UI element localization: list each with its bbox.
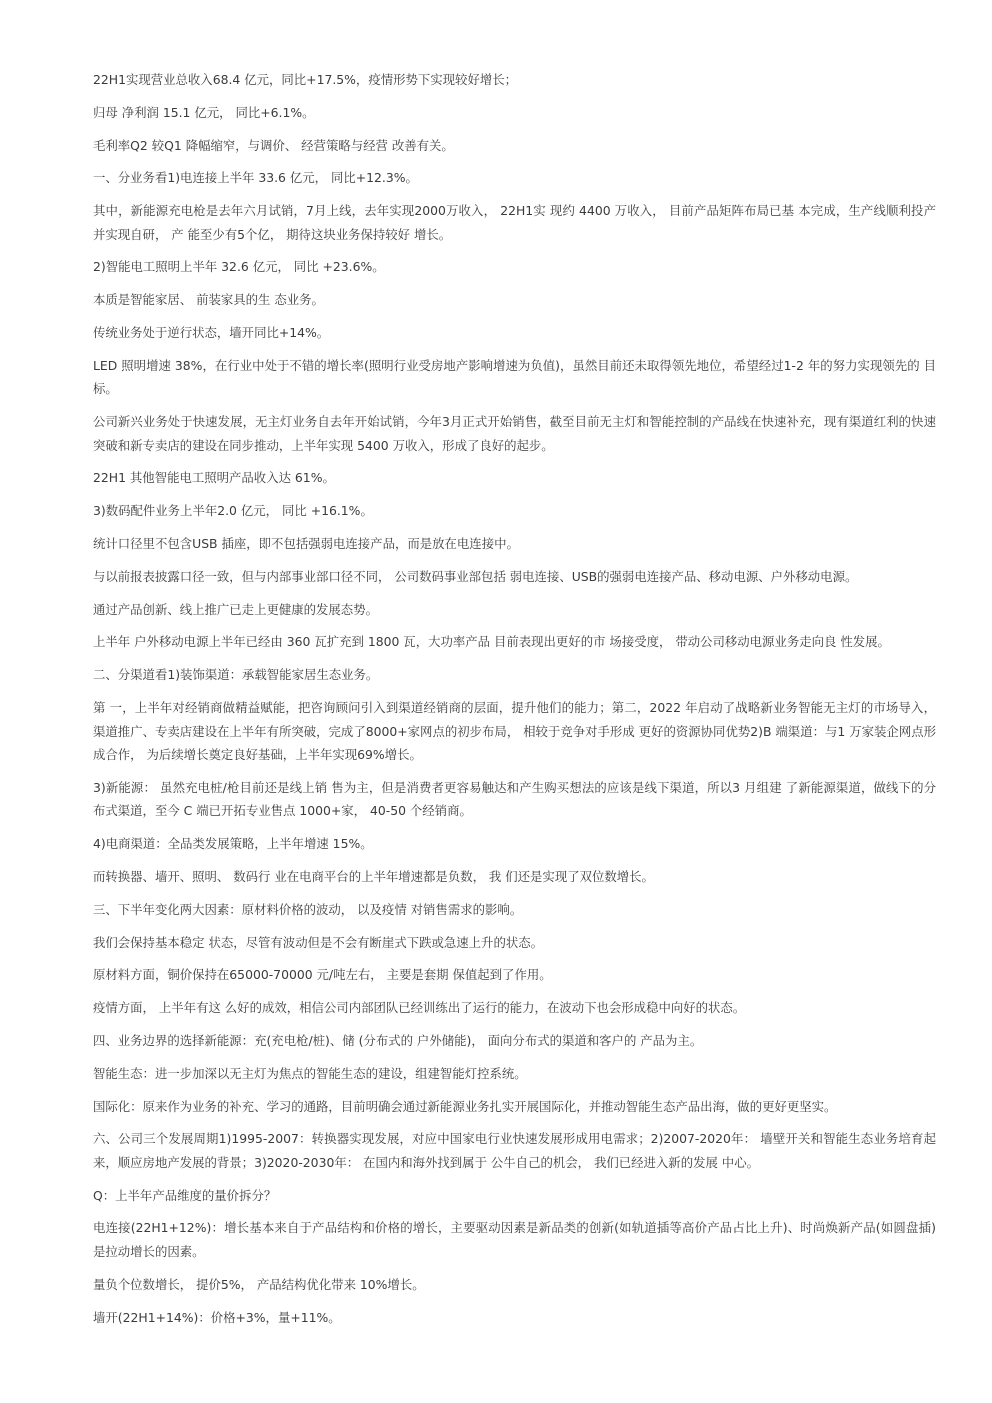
paragraph: 通过产品创新、线上推广已走上更健康的发展态势。 (93, 601, 378, 617)
paragraph: 原材料方面，铜价保持在65000-70000 元/吨左右， 主要是套期 保值起到了作用。 (93, 967, 552, 983)
paragraph: 上半年 户外移动电源上半年已经由 360 瓦扩充到 1800 瓦，大功率产品 目前表现出更好的市 场接受度， 带动公司移动电源业务走向良 性发展。 (93, 634, 890, 650)
paragraph: 22H1实现营业总收入68.4 亿元，同比+17.5%，疫情形势下实现较好增长； (93, 72, 518, 87)
paragraph: 三、下半年变化两大因素：原材料价格的波动， 以及疫情 对销售需求的影响。 (93, 901, 523, 917)
paragraph: 归母 净利润 15.1 亿元， 同比+6.1%。 (93, 104, 315, 120)
paragraph: 国际化：原来作为业务的补充、学习的通路，目前明确会通过新能源业务扎实开展国际化，并推动智能生态产品出海，做的更好更坚实。 (93, 1098, 837, 1114)
paragraph: 我们会保持基本稳定 状态，尽管有波动但是不会有断崖式下跌或急速上升的状态。 (93, 934, 544, 950)
paragraph: 22H1 其他智能电工照明产品收入达 61%。 (93, 470, 335, 486)
paragraph: 四、业务边界的选择新能源：充(充电枪/桩)、储 (分布式的 户外储能)， 面向分布式的渠道和客户的 产品为主。 (93, 1032, 703, 1048)
paragraph: 墙开(22H1+14%)：价格+3%，量+11%。 (93, 1309, 341, 1325)
paragraph: 3)新能源： 虽然充电桩/枪目前还是线上销 售为主，但是消费者更容易触达和产生购买想法的应该是线下渠道，所以3 月组建 了新能源渠道，做线下的分布式渠道，至今 C 端已开拓专业售点 1000+家， 40-50 个经销商。 (93, 779, 936, 819)
paragraph: 4)电商渠道：全品类发展策略，上半年增速 15%。 (93, 836, 373, 852)
paragraph: 本质是智能家居、 前装家具的生 态业务。 (93, 292, 324, 308)
paragraph: 疫情方面， 上半年有这 么好的成效，相信公司内部团队已经训练出了运行的能力，在波动下也会形成稳中向好的状态。 (93, 1000, 746, 1016)
paragraph: 2)智能电工照明上半年 32.6 亿元， 同比 +23.6%。 (93, 259, 385, 275)
paragraph: 传统业务处于逆行状态，墙开同比+14%。 (93, 325, 330, 341)
paragraph: 公司新兴业务处于快速发展，无主灯业务自去年开始试销，今年3月正式开始销售，截至目前无主灯和智能控制的产品线在快速补充，现有渠道红利的快速突破和新专卖店的建设在同步推动，上半年实现 5400 万收入，形成了良好的起步。 (93, 414, 936, 453)
paragraph: 电连接(22H1+12%)：增长基本来自于产品结构和价格的增长，主要驱动因素是新品类的创新(如轨道插等高价产品占比上升)、时尚焕新产品(如圆盘插)是拉动增长的因素。 (93, 1220, 936, 1259)
paragraph: Q：上半年产品维度的量价拆分？ (93, 1187, 277, 1203)
paragraph: 其中，新能源充电枪是去年六月试销，7月上线，去年实现2000万收入， 22H1实 现约 4400 万收入， 目前产品矩阵布局已基 本完成，生产线顺利投产并实现自研， 产 能至少有5个亿， 期待这块业务保持较好 增长。 (93, 203, 936, 242)
paragraph: 与以前报表披露口径一致，但与内部事业部口径不同， 公司数码事业部包括 弱电连接、USB的强弱电连接产品、移动电源、户外移动电源。 (93, 568, 858, 584)
paragraph: 六、公司三个发展周期1)1995-2007：转换器实现发展，对应中国家电行业快速发展形成用电需求；2)2007-2020年： 墙壁开关和智能生态业务培育起来，顺应房地产发展的背景；3)2020-2030年： 在国内和海外找到属于 公牛自己的机会， 我们已经进入新的发展 中心。 (93, 1131, 936, 1170)
paragraph: 3)数码配件业务上半年2.0 亿元， 同比 +16.1%。 (93, 503, 373, 519)
paragraph: 一、分业务看1)电连接上半年 33.6 亿元， 同比+12.3%。 (93, 170, 418, 186)
paragraph: 而转换器、墙开、照明、 数码行 业在电商平台的上半年增速都是负数， 我 们还是实现了双位数增长。 (93, 868, 654, 884)
paragraph: 统计口径里不包含USB 插座，即不包括强弱电连接产品，而是放在电连接中。 (93, 536, 519, 552)
paragraph: 智能生态：进一步加深以无主灯为焦点的智能生态的建设，组建智能灯控系统。 (93, 1065, 527, 1081)
paragraph: LED 照明增速 38%，在行业中处于不错的增长率(照明行业受房地产影响增速为负值)，虽然目前还未取得领先地位，希望经过1-2 年的努力实现领先的 目标。 (93, 357, 936, 397)
paragraph: 第 一，上半年对经销商做精益赋能，把咨询顾问引入到渠道经销商的层面，提升他们的能力；第二，2022 年启动了战略新业务智能无主灯的市场导入，渠道推广、专卖店建设在上半年有所突破，完成了8000+家网点的初步布局， 相较于竞争对手形成 更好的资源协同优势2)B 端渠道：与1 万家装企网点形成合作， 为后续增长奠定良好基础，上半年实现69%增长。 (93, 700, 936, 763)
paragraph: 毛利率Q2 较Q1 降幅缩窄，与调价、 经营策略与经营 改善有关。 (93, 137, 454, 153)
paragraph: 二、分渠道看1)装饰渠道：承载智能家居生态业务。 (93, 667, 379, 683)
paragraph: 量负个位数增长， 提价5%， 产品结构优化带来 10%增长。 (93, 1276, 425, 1292)
